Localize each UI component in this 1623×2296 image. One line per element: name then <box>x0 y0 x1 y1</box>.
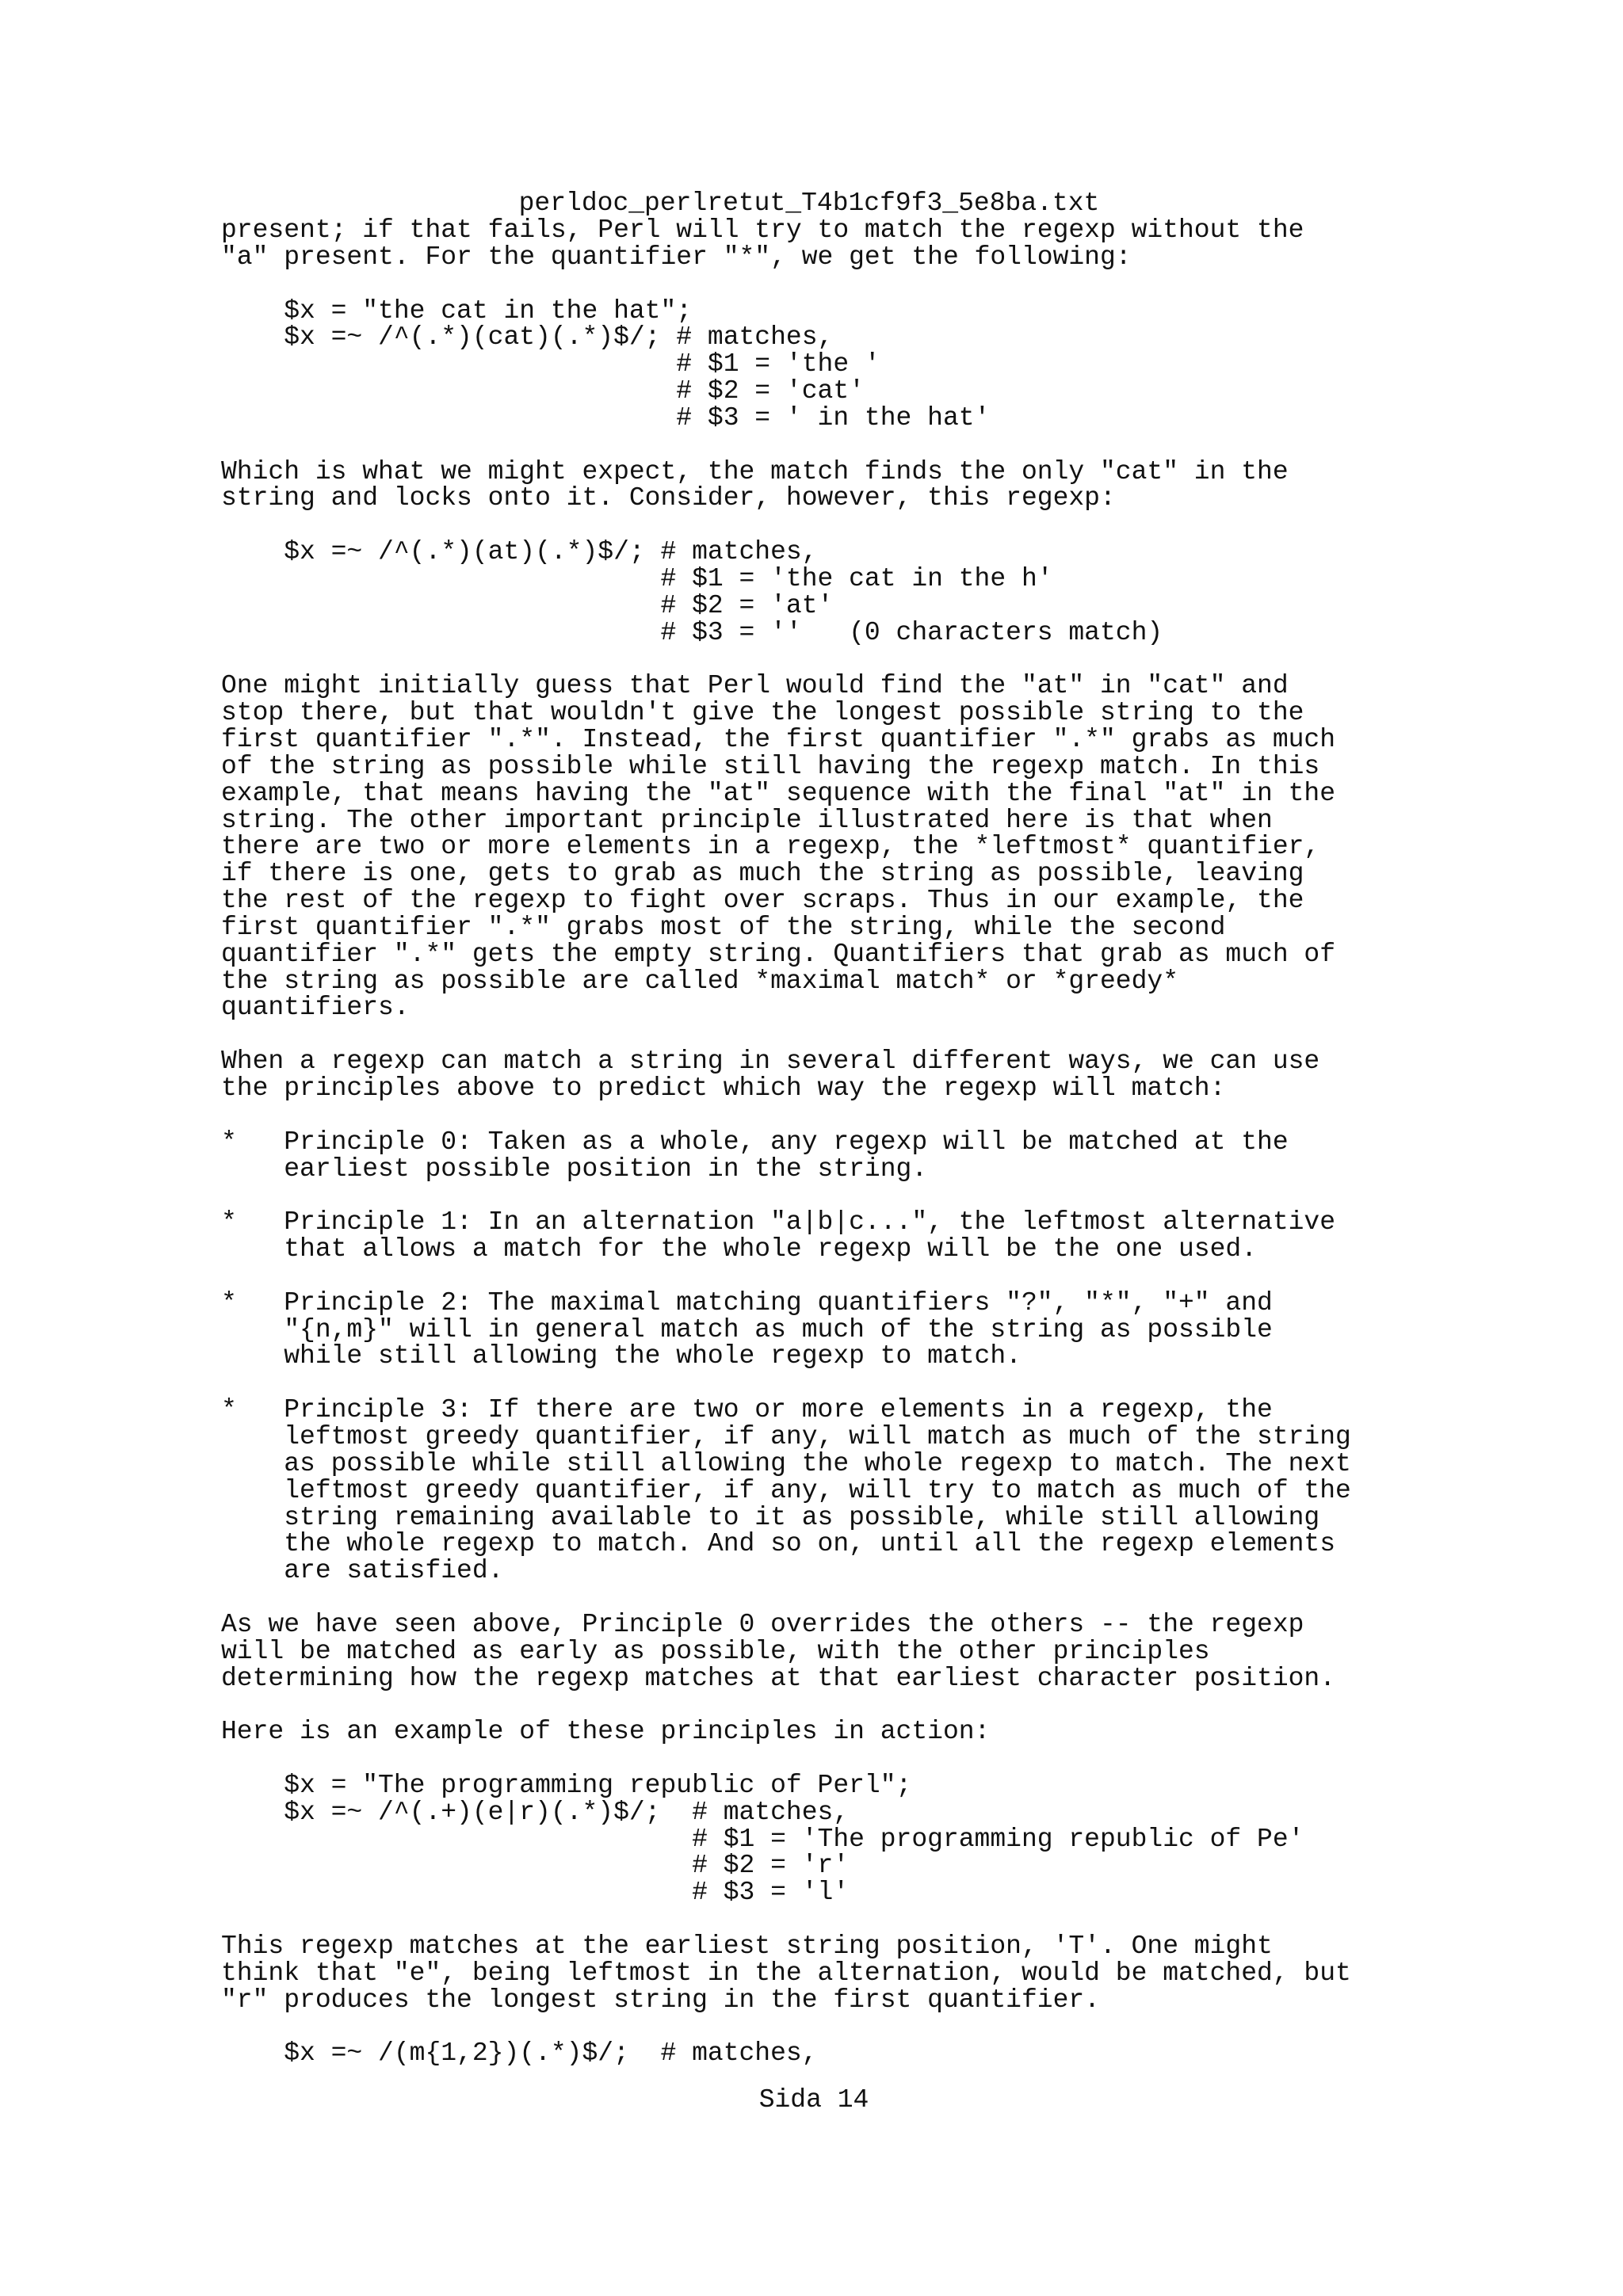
document-body-text: present; if that fails, Perl will try to match the regexp without the "a" present. For the quantifier "*", we get the following: $x = "the cat in the hat"; $x =~ /^(.*)(cat)(.*)$/; # matches, # $1 = 'the ' # $2 = 'cat' # $3 = ' in the hat' Which is what we might expect, the match finds the only "cat" in the string and locks onto it. Consider, however, this regexp: $x =~ /^(.*)(at)(.*)$/; # matches, # $1 = 'the cat in the h' # $2 = 'at' # $3 = '' (0 characters match) One might initially guess that Perl would find the "at" in "cat" and stop there, but that wouldn't give the longest possible string to the first quantifier ".*". Instead, the first quantifier ".*" grabs as much of the string as possible while still having the regexp match. In this example, that means having the "at" sequence with the final "at" in the string. The other important principle illustrated here is that when there are two or more elements in a regexp, the *leftmost* quantifier, if there is one, gets to grab as much the string as possible, leaving the rest of the regexp to fight over scraps. Thus in our example, the first quantifier ".*" grabs most of the string, while the second quantifier ".*" gets the empty string. Quantifiers that grab as much of the string as possible are called *maximal match* or *greedy* quantifiers. When a regexp can match a string in several different ways, we can use the principles above to predict which way the regexp will match: * Principle 0: Taken as a whole, any regexp will be matched at the earliest possible position in the string. * Principle 1: In an alternation "a|b|c...", the leftmost alternative that allows a match for the whole regexp will be the one used. * Principle 2: The maximal matching quantifiers "?", "*", "+" and "{n,m}" will in general match as much of the string as possible while still allowing the whole regexp to match. * Principle 3: If there are two or more elements in a regexp, the leftmost greedy quantifier, if any, will match as much of the string as possible while still allowing the whole regexp to match. The next leftmost greedy quantifier, if any, will try to match as much of the string remaining available to it as possible, while still allowing the whole regexp to match. And so on, until all the regexp elements are satisfied. As we have seen above, Principle 0 overrides the others -- the regexp will be matched as early as possible, with the other principles determining how the regexp matches at that earliest character position. Here is an example of these principles in action: $x = "The programming republic of Perl"; $x =~ /^(.+)(e|r)(.*)$/; # matches, # $1 = 'The programming republic of Pe' # $2 = 'r' # $3 = 'l' This regexp matches at the earliest string position, 'T'. One might think that "e", being leftmost in the alternation, would be matched, but "r" produces the longest string in the first quantifier. $x =~ /(m{1,2})(.*)$/; # matches, <box>221 215 1351 2069</box>
document-header: perldoc_perlretut_T4b1cf9f3_5e8ba.txt <box>518 189 1100 218</box>
page-number-footer: Sida 14 <box>758 2085 869 2115</box>
